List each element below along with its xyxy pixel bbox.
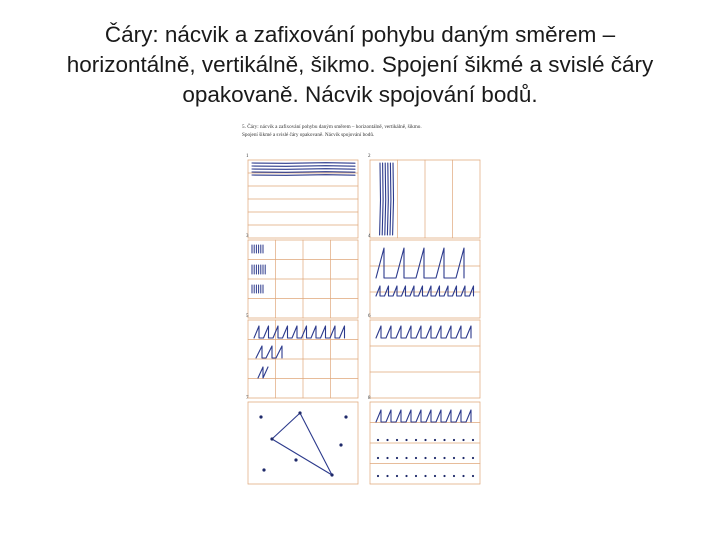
point-dot: [443, 439, 445, 441]
point-dot: [462, 457, 464, 459]
point-dot: [453, 457, 455, 459]
point-dot: [386, 439, 388, 441]
exercise-number: 4: [368, 234, 371, 239]
vertical-stroke: [387, 163, 388, 235]
point-dot: [434, 439, 436, 441]
point-dot: [344, 415, 347, 418]
point-dot: [472, 475, 474, 477]
point-dot: [396, 439, 398, 441]
title-line-3: opakovaně. Nácvik spojování bodů.: [182, 82, 538, 107]
point-dot: [453, 439, 455, 441]
vertical-stroke: [393, 163, 394, 235]
exercise-numbers: [246, 154, 371, 401]
point-dot: [405, 475, 407, 477]
point-dot: [453, 475, 455, 477]
title-line-2: horizontálně, vertikálně, šikmo. Spojení šikmé a svislé čáry: [66, 52, 654, 77]
zigzag-band-8: [376, 410, 471, 422]
point-dot: [377, 475, 379, 477]
point-dot: [462, 475, 464, 477]
point-dot: [377, 439, 379, 441]
point-dot: [424, 475, 426, 477]
horizontal-stroke: [252, 172, 355, 173]
connected-triangle: [272, 413, 332, 475]
point-dot: [386, 475, 388, 477]
diagonal-zigzag-row-3: [258, 367, 268, 378]
point-dot: [262, 468, 265, 471]
worksheet-header-line-2: Spojení šikmé a svislé čáry opakovaně. Nácvik spojování bodů.: [242, 131, 375, 138]
point-dot: [434, 475, 436, 477]
worksheet-image: [236, 120, 486, 492]
title-line-1: Čáry: nácvik a zafixování pohybu daným směrem –: [104, 22, 616, 47]
worksheet-exercises: [236, 120, 486, 492]
point-dot: [396, 475, 398, 477]
point-dot: [405, 457, 407, 459]
horizontal-stroke: [252, 175, 355, 176]
diagonal-zigzag-row-2: [256, 346, 282, 358]
exercise-number: 6: [368, 314, 371, 319]
vertical-stroke: [380, 163, 381, 235]
point-dot: [424, 439, 426, 441]
point-dot: [472, 439, 474, 441]
slide-title: [40, 20, 680, 110]
point-dot: [339, 443, 342, 446]
point-dot: [386, 457, 388, 459]
point-dot: [415, 475, 417, 477]
horizontal-stroke: [252, 169, 355, 170]
vertical-stroke: [382, 163, 383, 235]
point-dot: [270, 437, 273, 440]
point-dot: [330, 473, 333, 476]
point-dot: [415, 439, 417, 441]
exercise-number: 7: [246, 396, 249, 401]
worksheet-header-line-1: 5. Čáry: nácvik a zafixování pohybu daným směrem – horizontálně, vertikálně, šikmo.: [242, 124, 422, 130]
exercise-number: 3: [246, 234, 249, 239]
diagonal-zigzag-row-1: [254, 326, 345, 338]
point-dot: [259, 415, 262, 418]
exercise-number: 2: [368, 154, 371, 159]
point-dot: [294, 458, 297, 461]
point-dot: [443, 457, 445, 459]
large-zigzag: [376, 248, 464, 278]
point-dot: [462, 439, 464, 441]
point-dot: [377, 457, 379, 459]
point-dot: [424, 457, 426, 459]
exercise-number: 1: [246, 154, 249, 159]
zigzag-band-1: [376, 326, 471, 338]
vertical-stroke: [385, 163, 386, 235]
small-zigzag: [376, 286, 474, 296]
horizontal-stroke: [252, 166, 355, 167]
point-dot: [298, 411, 301, 414]
point-dot: [443, 475, 445, 477]
point-dot: [415, 457, 417, 459]
vertical-stroke: [390, 163, 391, 235]
horizontal-stroke: [252, 163, 355, 164]
point-dot: [405, 439, 407, 441]
exercise-number: 5: [246, 314, 249, 319]
point-dot: [434, 457, 436, 459]
point-dot: [472, 457, 474, 459]
point-dot: [396, 457, 398, 459]
exercise-number: 8: [368, 396, 371, 401]
exercise-grid: [248, 160, 480, 484]
